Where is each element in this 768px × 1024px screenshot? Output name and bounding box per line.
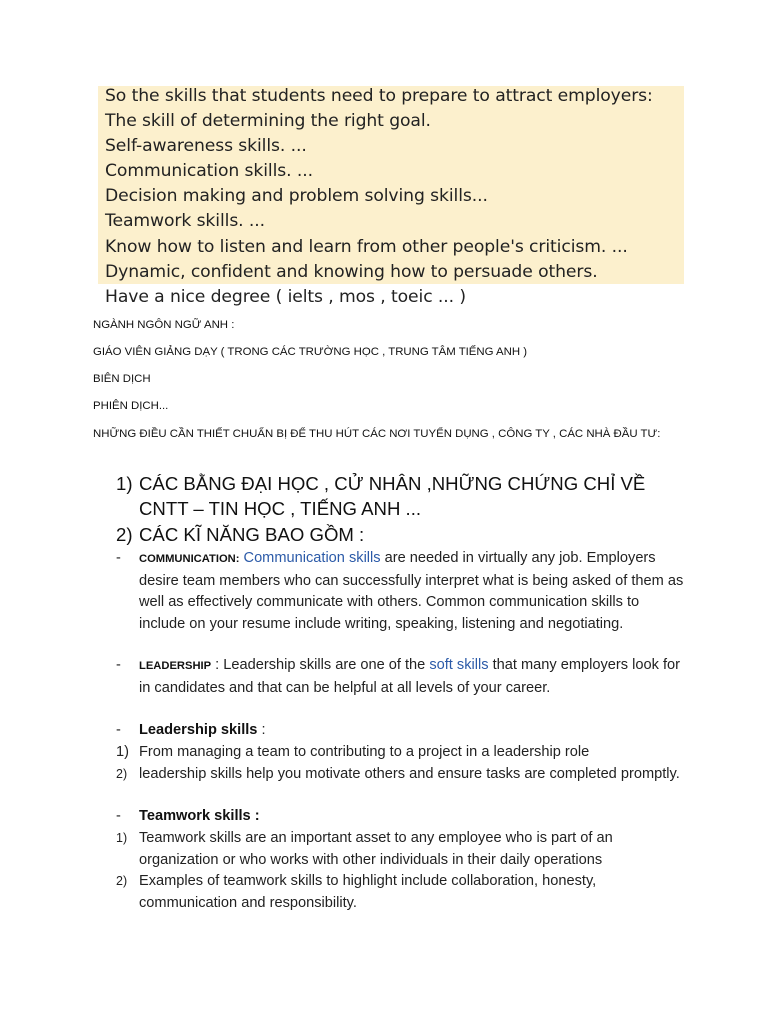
item-text: CÁC BẰNG ĐẠI HỌC , CỬ NHÂN ,NHỮNG CHỨNG CHỈ VỀ CNTT – TIN HỌC , TIẾNG ANH ... [139,473,646,519]
heading-english-language-major: NGÀNH NGÔN NGỮ ANH : [93,319,235,331]
leadership-skills-item [116,764,686,808]
leadership-skills-suffix: : [257,722,266,738]
teamwork-skills-item [116,828,686,872]
item-number: 2) [116,767,128,781]
career-interpretation-line: PHIÊN DỊCH... [93,400,169,412]
leadership-label: LEADERSHIP [139,660,212,672]
numbered-item-degrees [116,471,696,521]
requirements-intro-line: NHỮNG ĐIỀU CẦN THIẾT CHUẨN BỊ ĐỂ THU HÚT CÁC NƠI TUYỂN DỤNG , CÔNG TY , CÁC NHÀ ĐẦU TƯ: [93,428,661,440]
item-number: 1) [116,473,133,494]
item-text: CÁC KĨ NĂNG BAO GỒM : [139,524,365,545]
highlighted-text-lines [105,84,705,310]
soft-skills-link[interactable]: soft skills [429,657,489,673]
bullet-communication [116,548,686,656]
leadership-skills-title: Leadership skills [139,722,258,738]
bullet-leadership-skills [116,720,686,742]
career-translation-line: BIÊN DỊCH [93,373,151,385]
item-number: 2) [116,524,133,545]
item-text: From managing a team to contributing to a project in a leadership role [139,744,590,760]
bullet-leadership [116,655,686,721]
item-text: leadership skills help you motivate others and ensure tasks are completed promptly. [139,766,680,782]
image-line: So the skills that students need to prepare to attract employers: [105,86,653,106]
communication-text: are needed in virtually any job. Employers desire team members who can successfully interpret what is being asked of them as well as effectively communicate with others. Common communication skills to include on your resume include writing, speaking, listening and negotiating. [139,550,684,632]
teamwork-skills-item [116,871,686,915]
communication-skills-link[interactable]: Communication skills [243,550,381,566]
career-teacher-line: GIÁO VIÊN GIẢNG DẠY ( TRONG CÁC TRƯỜNG HỌC , TRUNG TÂM TIẾNG ANH ) [93,346,528,358]
image-line: The skill of determining the right goal. [105,111,431,132]
numbered-item-skills [116,522,696,547]
item-text: Examples of teamwork skills to highlight include collaboration, honesty, communication and responsibility. [139,873,597,911]
item-number: 1) [116,831,128,845]
leadership-skills-item [116,742,686,764]
image-line: Decision making and problem solving skills... [105,186,488,207]
bullet-teamwork-skills [116,806,686,828]
bullet-marker: - [116,808,121,824]
item-number: 1) [116,744,129,760]
teamwork-skills-title: Teamwork skills : [139,808,260,824]
leadership-text-post: that many employers look for in candidates and that can be helpful at all levels of your career. [139,657,680,696]
image-line: Dynamic, confident and knowing how to persuade others. [105,261,598,282]
bullet-marker: - [116,657,121,673]
item-text: Teamwork skills are an important asset to any employee who is part of an organization or who works with other individuals in their daily operations [139,830,613,868]
leadership-text-pre: : Leadership skills are one of the [211,657,430,673]
image-line: Know how to listen and learn from other people's criticism. ... [105,236,628,257]
communication-label: COMMUNICATION: [139,553,240,565]
image-line: Have a nice degree ( ielts , mos , toeic ... ) [105,286,466,307]
image-line: Communication skills. ... [105,161,313,182]
image-line: Teamwork skills. ... [105,211,265,232]
item-number: 2) [116,874,128,888]
bullet-marker: - [116,550,121,566]
bullet-marker: - [116,722,121,738]
image-line: Self-awareness skills. ... [105,136,307,157]
